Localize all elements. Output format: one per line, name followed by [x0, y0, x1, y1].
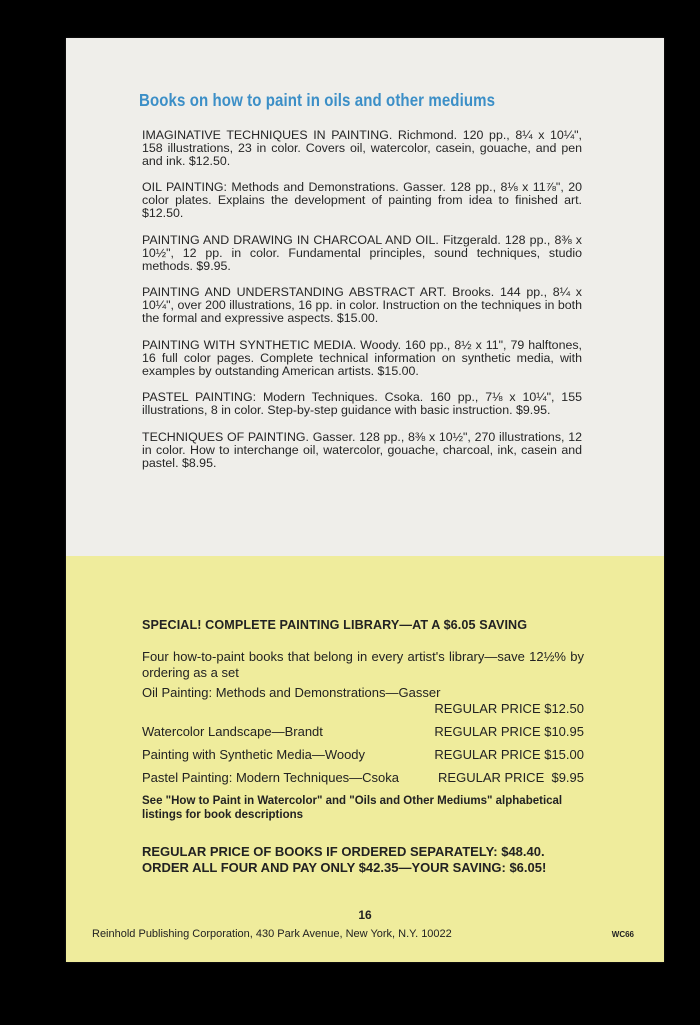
set-book-list: [142, 685, 584, 786]
special-offer: [142, 618, 584, 876]
set-book-item: [142, 747, 584, 763]
total-regular-line: REGULAR PRICE OF BOOKS IF ORDERED SEPARATELY: $48.40.: [142, 844, 545, 859]
book-list: [142, 129, 582, 483]
special-offer-intro: Four how-to-paint books that belong in every artist's library—save 12½% by ordering as a set: [142, 649, 584, 680]
book-entry: PAINTING WITH SYNTHETIC MEDIA. Woody. 160 pp., 8½ x 11", 79 halftones, 16 full color pages. Complete technical information on synthetic media, with examples by outstanding American artists. $15.00.: [142, 337, 582, 378]
see-also-note: See "How to Paint in Watercolor" and "Oils and Other Mediums" alphabetical listings for book descriptions: [142, 795, 563, 821]
catalog-code: WC66: [611, 930, 634, 939]
book-entry: OIL PAINTING: Methods and Demonstrations. Gasser. 128 pp., 8⅛ x 11⅞", 20 color plates. Explains the development of painting from idea to finished art. $12.50.: [142, 180, 582, 220]
page-number: 16: [358, 908, 372, 922]
publisher-line: Reinhold Publishing Corporation, 430 Park Avenue, New York, N.Y. 10022: [92, 928, 452, 940]
set-book-item: [142, 685, 584, 717]
set-book-price: REGULAR PRICE $12.50: [434, 701, 584, 716]
brochure-page: [66, 38, 664, 962]
set-book-title: Oil Painting: Methods and Demonstrations—Gasser: [142, 685, 441, 700]
set-book-title: Watercolor Landscape—Brandt: [142, 724, 323, 739]
set-book-price: REGULAR PRICE $10.95: [434, 724, 584, 739]
book-entry: PAINTING AND UNDERSTANDING ABSTRACT ART. Brooks. 144 pp., 8¼ x 10¼", over 200 illustrations, 16 pp. in color. Instruction on the techniques in both the formal and expressive aspects. $15.00.: [142, 285, 582, 325]
set-book-title: Painting with Synthetic Media—Woody: [142, 747, 366, 762]
set-book-title: Pastel Painting: Modern Techniques—Csoka: [142, 770, 400, 785]
total-saving-line: ORDER ALL FOUR AND PAY ONLY $42.35—YOUR SAVING: $6.05!: [142, 860, 547, 875]
book-entry: PASTEL PAINTING: Modern Techniques. Csoka. 160 pp., 7⅛ x 10¼", 155 illustrations, 8 in color. Step-by-step guidance with basic instruction. $9.95.: [142, 390, 582, 417]
total-summary: [142, 844, 584, 876]
set-book-price: REGULAR PRICE $15.00: [434, 747, 584, 762]
book-entry: TECHNIQUES OF PAINTING. Gasser. 128 pp., 8⅜ x 10½", 270 illustrations, 12 in color. How to interchange oil, watercolor, gouache, charcoal, ink, casein and pastel. $8.95.: [142, 429, 582, 470]
page-heading: Books on how to paint in oils and other mediums: [139, 90, 496, 110]
book-entry: PAINTING AND DRAWING IN CHARCOAL AND OIL. Fitzgerald. 128 pp., 8⅜ x 10½", 12 pp. in color. Fundamental principles, sound techniques, studio methods. $9.95.: [142, 232, 582, 273]
set-book-price: REGULAR PRICE $9.95: [438, 770, 584, 785]
set-book-item: [142, 770, 584, 786]
book-entry: IMAGINATIVE TECHNIQUES IN PAINTING. Richmond. 120 pp., 8¼ x 10¼", 158 illustrations, 23 in color. Covers oil, watercolor, casein, gouache, and pen and ink. $12.50.: [142, 128, 582, 168]
set-book-item: [142, 724, 584, 740]
special-offer-title: SPECIAL! COMPLETE PAINTING LIBRARY—AT A $6.05 SAVING: [142, 618, 528, 632]
